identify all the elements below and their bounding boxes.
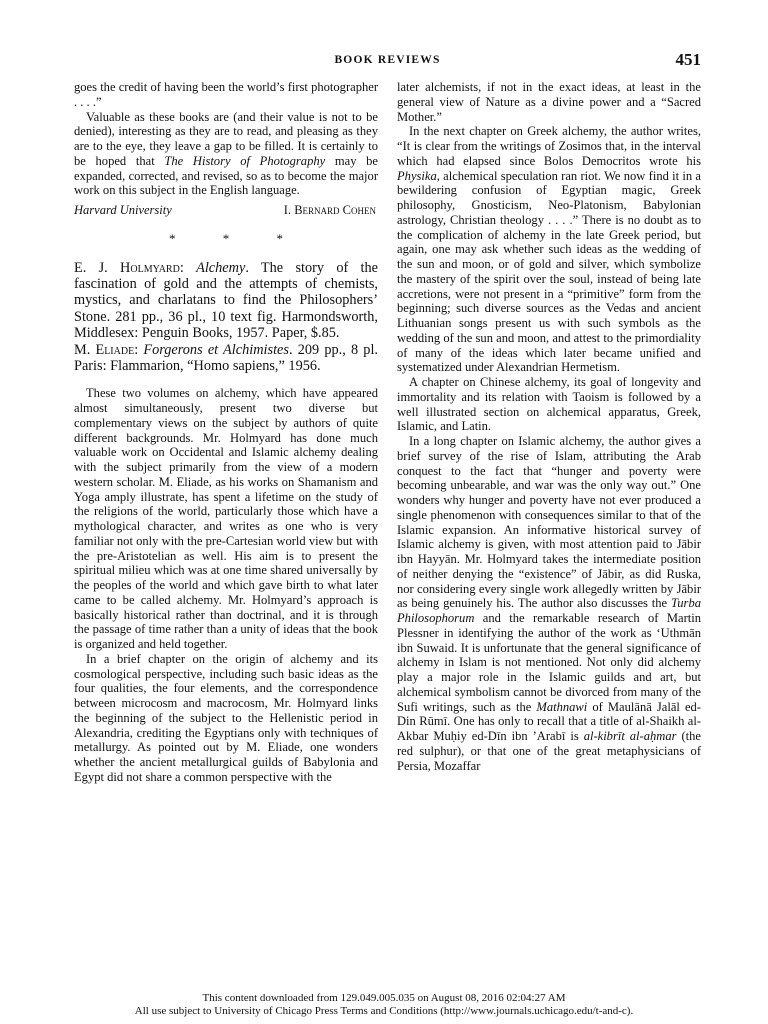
text: In the next chapter on Greek alchemy, the author writes, “It is clear from the writings of Zosimos that, in the interval which had elapsed since Bolos Democritos wrote his — [397, 124, 701, 168]
book-title: Physika — [397, 168, 437, 183]
reviewer-signature — [74, 203, 378, 218]
section-divider: * * * — [169, 230, 305, 246]
book-details: . 209 pp., 8 pl. Paris: Flammarion, “Homo sapiens,” 1956. — [74, 341, 378, 374]
separator: : — [134, 341, 144, 358]
footer-download-line: This content downloaded from 129.049.005.035 on August 08, 2016 02:04:27 AM — [202, 992, 566, 1004]
paragraph: In a brief chapter on the origin of alchemy and its cosmological perspective, including such basic ideas as the four qualities, the four elements, and the correspondence between microcosm and macrocosm, Mr. Holmyard links the beginning of the subject to the Hellenistic period in Alexandria, crediting the Egyptians only with techniques of metallurgy. As pointed out by M. Eliade, one wonders whether the ancient metallurgical guilds of Babylonia and Egypt did not share a common perspective with the — [74, 651, 378, 784]
text: may be expanded, corrected, and revised, so as to become the major work on this subject in the English language. — [74, 153, 379, 198]
book-title: Mathnawi — [536, 699, 588, 714]
right-column — [397, 80, 701, 773]
text: In a long chapter on Islamic alchemy, the author gives a brief survey of the rise of Islam, attributing the Arab conquest to the fact that “hunger and poverty were becoming unbearable, and war was the only way out.” One wonders why hunger and poverty have not ever produced a single phenomenon with consequences similar to that of the Islamic expansion. An informative historical survey of Islamic alchemy is given, with most attention paid to Jābir ibn Hayyān. Mr. Holmyard takes the intermediate position of neither denying the “existence” of Jābir, as did Ruska, nor considering every single work allegedly written by Jābir as being genuinely his. The author also discusses the — [397, 434, 701, 611]
separator: : — [179, 259, 197, 276]
book-title: The History of Photography — [164, 153, 326, 168]
text: and the remarkable research of Martin Plessner in identifying the author of the work as ‘Uthmān ibn Suwaid. It is unfortunate that the general significance of alchemy in Islam is not mentioned. Not only did alchemy play a major role in the Islamic guilds and art, but alchemical symbolism cannot be divorced from many of the Sufi writings, such as the — [397, 611, 701, 714]
text: (the red sulphur), or that one of the great metaphysicians of Persia, Mozaffar — [397, 729, 701, 773]
reviewer-name — [284, 203, 378, 218]
book-entry — [74, 342, 378, 375]
running-head: BOOK REVIEWS — [334, 54, 441, 66]
reviewer-institution: Harvard University — [74, 203, 172, 217]
paragraph — [397, 124, 701, 375]
book-title: Forgerons et Alchimistes — [143, 341, 289, 358]
paragraph — [74, 110, 378, 199]
text: , alchemical speculation ran riot. We now find it in a bewildering confusion of Egyptian magic, Greek philosophy, Gnosticism, Neo-Platonism, Babylonian astrology, Christian theology . . . .” There is no doubt as to the complication of alchemy in the late Greek period, but again, one may ask whether such ideas as the wedding of the sun and moon, or of gold and silver, which symbolize the mastery of the spirit over the soul, instead of being late accretions, were not present in a “primitive” form from the beginning; such diverse sources as the Vedas and ancient Lithuanian songs present us with such symbols as the wedding of the sun and moon, and attest to the primordiality of many of the ideas which later became unified and systematized under Alexandrian Hermetism. — [397, 168, 701, 375]
paragraph: These two volumes on alchemy, which have appeared almost simultaneously, present two diverse but complementary views on the subject by authors of quite different backgrounds. Mr. Holmyard has done much valuable work on Occidental and Islamic alchemy dealing with the subject primarily from the view of a modern western scholar. M. Eliade, as his works on Shamanism and Yoga amply illustrate, has spent a lifetime on the study of the religions of the world, particularly those which have a mythological character, and writes as one who is very familiar not only with the pre-Cartesian world view but with the pre-Aristotelian as well. His aim is to present the spiritual milieu which was at one time shared universally by the peoples of the world and which gave birth to what later came to be called alchemy. Mr. Holmyard’s approach is basically historical rather than doctrinal, and it is through the passage of time rather than a unity of ideas that the book is organized and held together. — [74, 386, 378, 652]
book-entry — [74, 260, 378, 342]
page-number: 451 — [675, 50, 701, 69]
book-author: M. Eliade — [74, 341, 135, 358]
paragraph — [397, 434, 701, 773]
left-column — [74, 80, 378, 785]
book-title: Turba Philosophorum — [397, 596, 701, 625]
page-header — [74, 52, 701, 78]
text: of Maulānā Jalāl ed-Din Rūmī. One has only to recall that a title of al-Shaikh al-Akbar Muḥiy ed-Dīn ibn ’Arabī is — [397, 699, 701, 743]
book-author: E. J. Holmyard — [74, 259, 180, 276]
reviewer-initial: I. — [283, 203, 295, 217]
download-footer — [0, 992, 768, 1018]
paragraph: A chapter on Chinese alchemy, its goal of longevity and immortality and its relation with Taoism is followed by a well illustrated section on alchemical apparatus, Greek, Islamic, and Latin. — [397, 375, 701, 434]
reviewer-surname: Bernard Cohen — [294, 203, 376, 217]
arabic-title: al-kibrīt al-aḥmar — [583, 729, 677, 743]
footer-terms-line: All use subject to University of Chicago Press Terms and Conditions (http://www.journals.uchicago.edu/t-and-c). — [134, 1005, 634, 1017]
text: Valuable as these books are (and their value is not to be denied), interesting as they are to read, and pleasing as they are to the eye, they leave a gap to be filled. It is certainly to be hoped that — [74, 109, 378, 168]
paragraph: later alchemists, if not in the exact ideas, at least in the general view of Nature as a divine power and a “Sacred Mother.” — [397, 80, 701, 124]
paragraph: goes the credit of having been the world’s first photographer . . . .” — [74, 80, 378, 109]
book-details: . The story of the fascination of gold and the attempts of chemists, mystics, and charlatans to find the Philosophers’ Stone. 281 pp., 36 pl., 10 text fig. Harmondsworth, Middlesex: Penguin Books, 1957. Paper, $.85. — [74, 259, 379, 342]
book-title: Alchemy — [196, 259, 246, 276]
